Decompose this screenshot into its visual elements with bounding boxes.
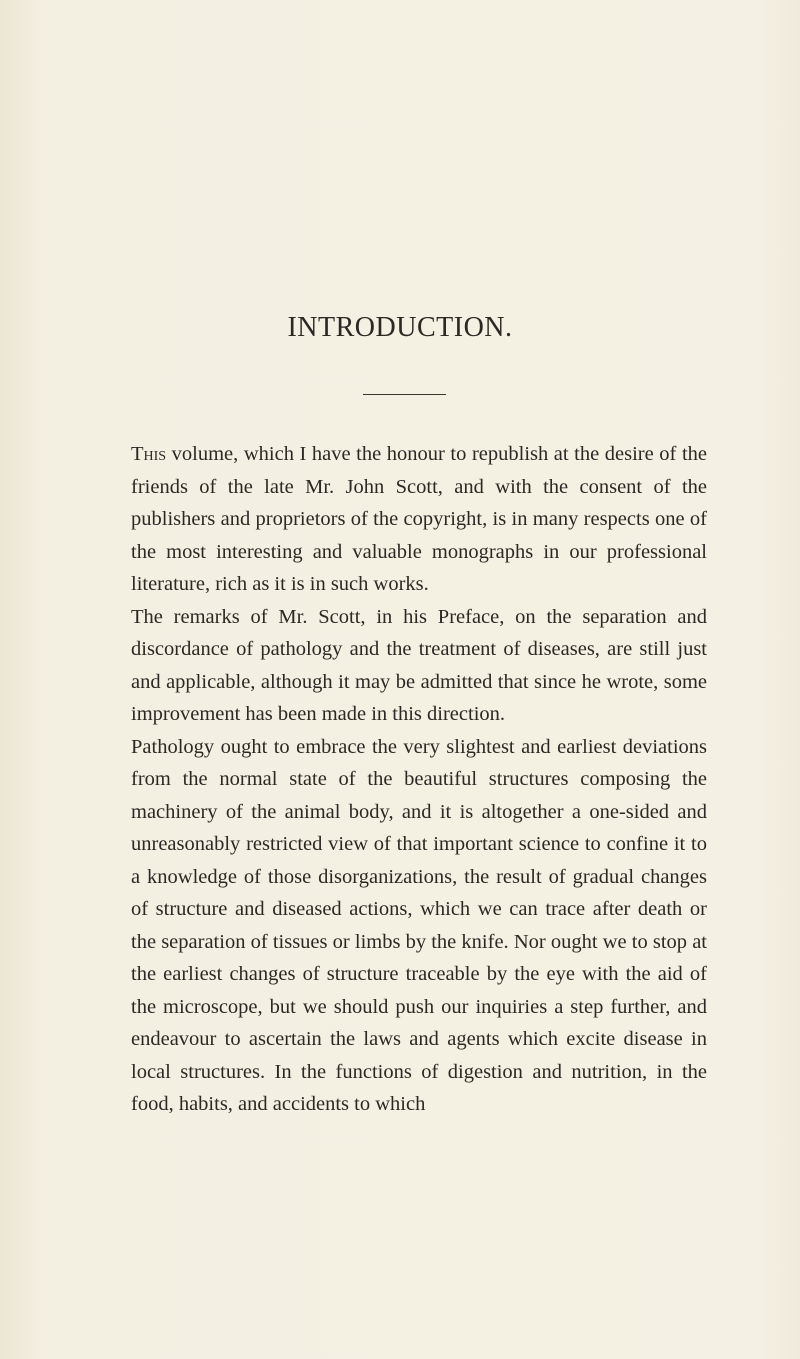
paragraph-1 <box>131 438 707 601</box>
paragraph-3-text: Pathology ought to embrace the very slightest and earliest deviations from the normal state of the beautiful structures composing the machinery of the animal body, and it is altogether a one-sided and unreasonably restricted view of that important science to confine it to a knowledge of those disorganizations, the result of gradual changes of structure and diseased actions, which we can trace after death or the separation of tissues or limbs by the knife. Nor ought we to stop at the earliest changes of structure traceable by the eye with the aid of the microscope, but we should push our inquiries a step further, and endeavour to ascertain the laws and agents which excite disease in local structures. In the functions of digestion and nutrition, in the food, habits, and accidents to which <box>131 735 707 1115</box>
chapter-title: INTRODUCTION. <box>287 312 513 343</box>
paragraph-2 <box>131 601 707 731</box>
paragraph-2-text: The remarks of Mr. Scott, in his Preface, on the separation and discordance of pathology and the treatment of diseases, are still just and applicable, although it may be admitted that since he wrote, some improvement has been made in this direction. <box>131 605 707 725</box>
body-text <box>131 438 707 1121</box>
paragraph-1-text: volume, which I have the honour to republish at the desire of the friends of the late Mr. John Scott, and with the consent of the publishers and proprietors of the copyright, is in many respects one of the most interesting and valuable monographs in our professional literature, rich as it is in such works. <box>131 443 707 595</box>
title-rule <box>363 394 446 395</box>
paragraph-3 <box>131 731 707 1121</box>
paragraph-1-lead: This <box>131 443 167 465</box>
